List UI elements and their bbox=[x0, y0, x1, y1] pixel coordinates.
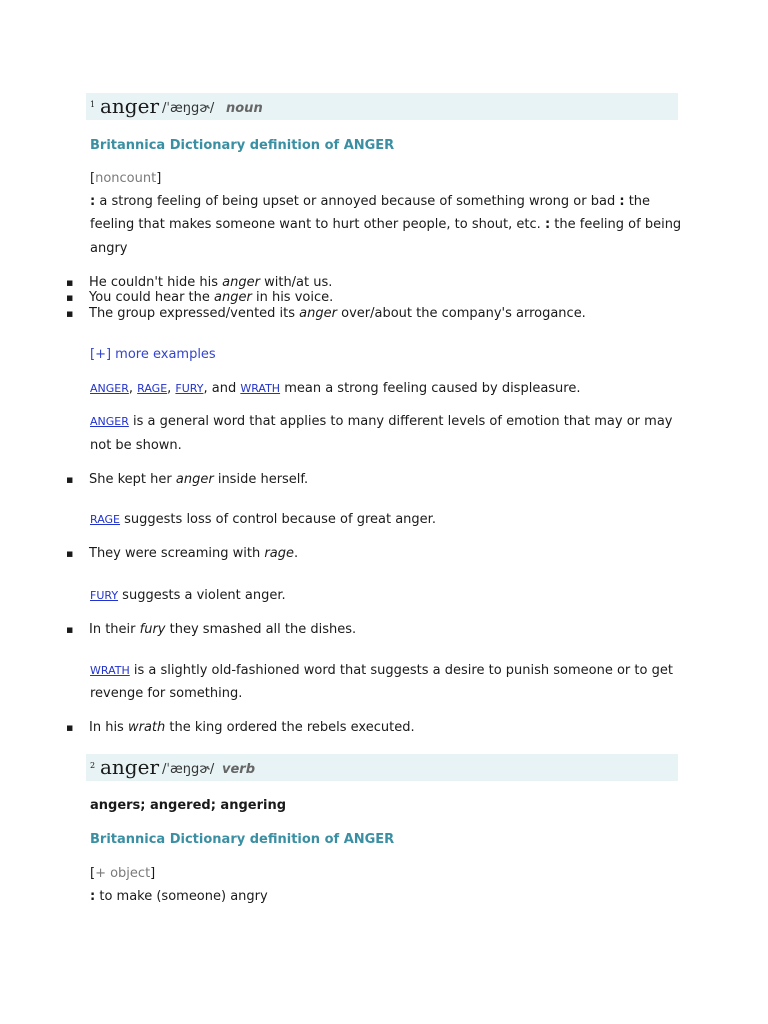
bullet: ▪ bbox=[66, 276, 74, 289]
example-sentence: They were screaming with rage. bbox=[89, 546, 299, 561]
rage-note: RAGE suggests loss of control because of great anger. bbox=[90, 512, 436, 527]
bullet: ▪ bbox=[66, 291, 74, 304]
anger-note-line-2: not be shown. bbox=[90, 438, 182, 453]
example-sentence: You could hear the anger in his voice. bbox=[89, 290, 334, 305]
more-examples-link[interactable]: [+] more examples bbox=[90, 347, 216, 362]
headword-2: anger bbox=[100, 755, 160, 779]
bullet: ▪ bbox=[66, 473, 74, 486]
bullet: ▪ bbox=[66, 307, 74, 320]
definition-line-3: angry bbox=[90, 241, 128, 256]
bullet: ▪ bbox=[66, 721, 74, 734]
definition-source-2: Britannica Dictionary definition of ANGER bbox=[90, 832, 395, 847]
wrath-note-line-1: WRATH is a slightly old-fashioned word that suggests a desire to punish someone or to get bbox=[90, 663, 673, 678]
part-of-speech-2: verb bbox=[222, 762, 256, 777]
example-sentence: The group expressed/vented its anger over/about the company's arrogance. bbox=[89, 306, 586, 321]
link-fury[interactable]: FURY bbox=[175, 382, 204, 395]
bullet: ▪ bbox=[66, 547, 74, 560]
link-wrath[interactable]: WRATH bbox=[240, 382, 281, 395]
example-sentence: In their fury they smashed all the dishes. bbox=[89, 622, 357, 637]
grammar-label-2: [+ object] bbox=[90, 866, 156, 881]
definition-source-1: Britannica Dictionary definition of ANGER bbox=[90, 138, 395, 153]
synonym-intro: ANGER, RAGE, FURY, and WRATH mean a strong feeling caused by displeasure. bbox=[90, 381, 581, 396]
link-wrath-note[interactable]: WRATH bbox=[90, 664, 130, 677]
link-anger[interactable]: ANGER bbox=[90, 382, 129, 395]
homograph-number-2: 2 bbox=[90, 761, 96, 770]
homograph-number-1: 1 bbox=[90, 100, 96, 109]
part-of-speech-1: noun bbox=[226, 101, 263, 116]
definition-line-2: feeling that makes someone want to hurt other people, to shout, etc. : the feeling of being bbox=[90, 217, 682, 232]
link-fury-note[interactable]: FURY bbox=[90, 589, 119, 602]
headword-1: anger bbox=[100, 94, 160, 118]
grammar-label-1: [noncount] bbox=[90, 171, 162, 186]
example-sentence: He couldn't hide his anger with/at us. bbox=[89, 275, 333, 290]
example-sentence: In his wrath the king ordered the rebels executed. bbox=[89, 720, 415, 735]
bullet: ▪ bbox=[66, 623, 74, 636]
pronunciation-1: /ˈæŋgɚ/ bbox=[162, 101, 215, 116]
wrath-note-line-2: revenge for something. bbox=[90, 686, 243, 701]
definition-line-1: : a strong feeling of being upset or annoyed because of something wrong or bad : the bbox=[90, 194, 651, 209]
definition-line: : to make (someone) angry bbox=[90, 889, 268, 904]
link-anger-note[interactable]: ANGER bbox=[90, 415, 129, 428]
link-rage[interactable]: RAGE bbox=[137, 382, 168, 395]
fury-note: FURY suggests a violent anger. bbox=[90, 588, 286, 603]
anger-note-line-1: ANGER is a general word that applies to many different levels of emotion that may or may bbox=[90, 414, 673, 429]
example-sentence: She kept her anger inside herself. bbox=[89, 472, 309, 487]
inflected-forms: angers; angered; angering bbox=[90, 798, 287, 813]
pronunciation-2: /ˈæŋgɚ/ bbox=[162, 762, 215, 777]
link-rage-note[interactable]: RAGE bbox=[90, 513, 121, 526]
